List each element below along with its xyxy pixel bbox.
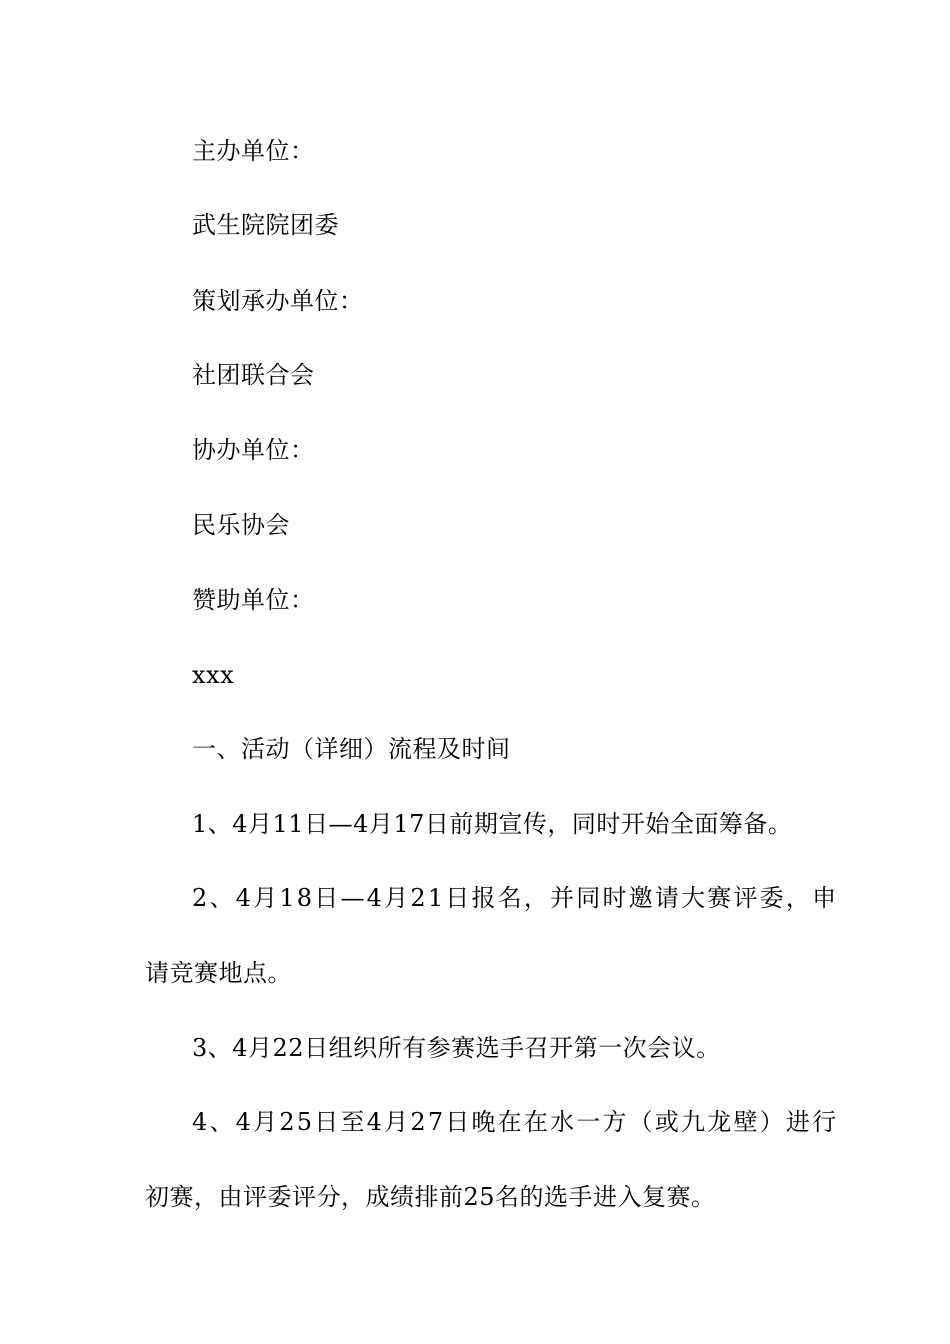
schedule-item-3: 3、4月22日组织所有参赛选手召开第一次会议。 bbox=[192, 1034, 721, 1062]
co-organizer-value: 民乐协会 bbox=[192, 511, 290, 539]
schedule-item-4-cont: 初赛，由评委评分，成绩排前25名的选手进入复赛。 bbox=[145, 1183, 716, 1211]
schedule-item-1: 1、4月11日—4月17日前期宣传，同时开始全面筹备。 bbox=[192, 810, 793, 838]
schedule-item-2: 2、4月18日—4月21日报名，并同时邀请大赛评委，申 bbox=[192, 884, 839, 912]
organizer-value: 武生院院团委 bbox=[192, 211, 339, 239]
section-heading: 一、活动（详细）流程及时间 bbox=[192, 735, 511, 763]
schedule-item-2-cont: 请竞赛地点。 bbox=[145, 959, 292, 987]
sponsor-label: 赞助单位： bbox=[192, 586, 315, 614]
sponsor-value: xxx bbox=[192, 661, 235, 689]
co-organizer-label: 协办单位： bbox=[192, 436, 315, 464]
planner-value: 社团联合会 bbox=[192, 361, 315, 389]
schedule-item-4: 4、4月25日至4月27日晚在在水一方（或九龙壁）进行 bbox=[192, 1108, 839, 1136]
organizer-label: 主办单位： bbox=[192, 137, 315, 165]
planner-label: 策划承办单位： bbox=[192, 287, 364, 315]
